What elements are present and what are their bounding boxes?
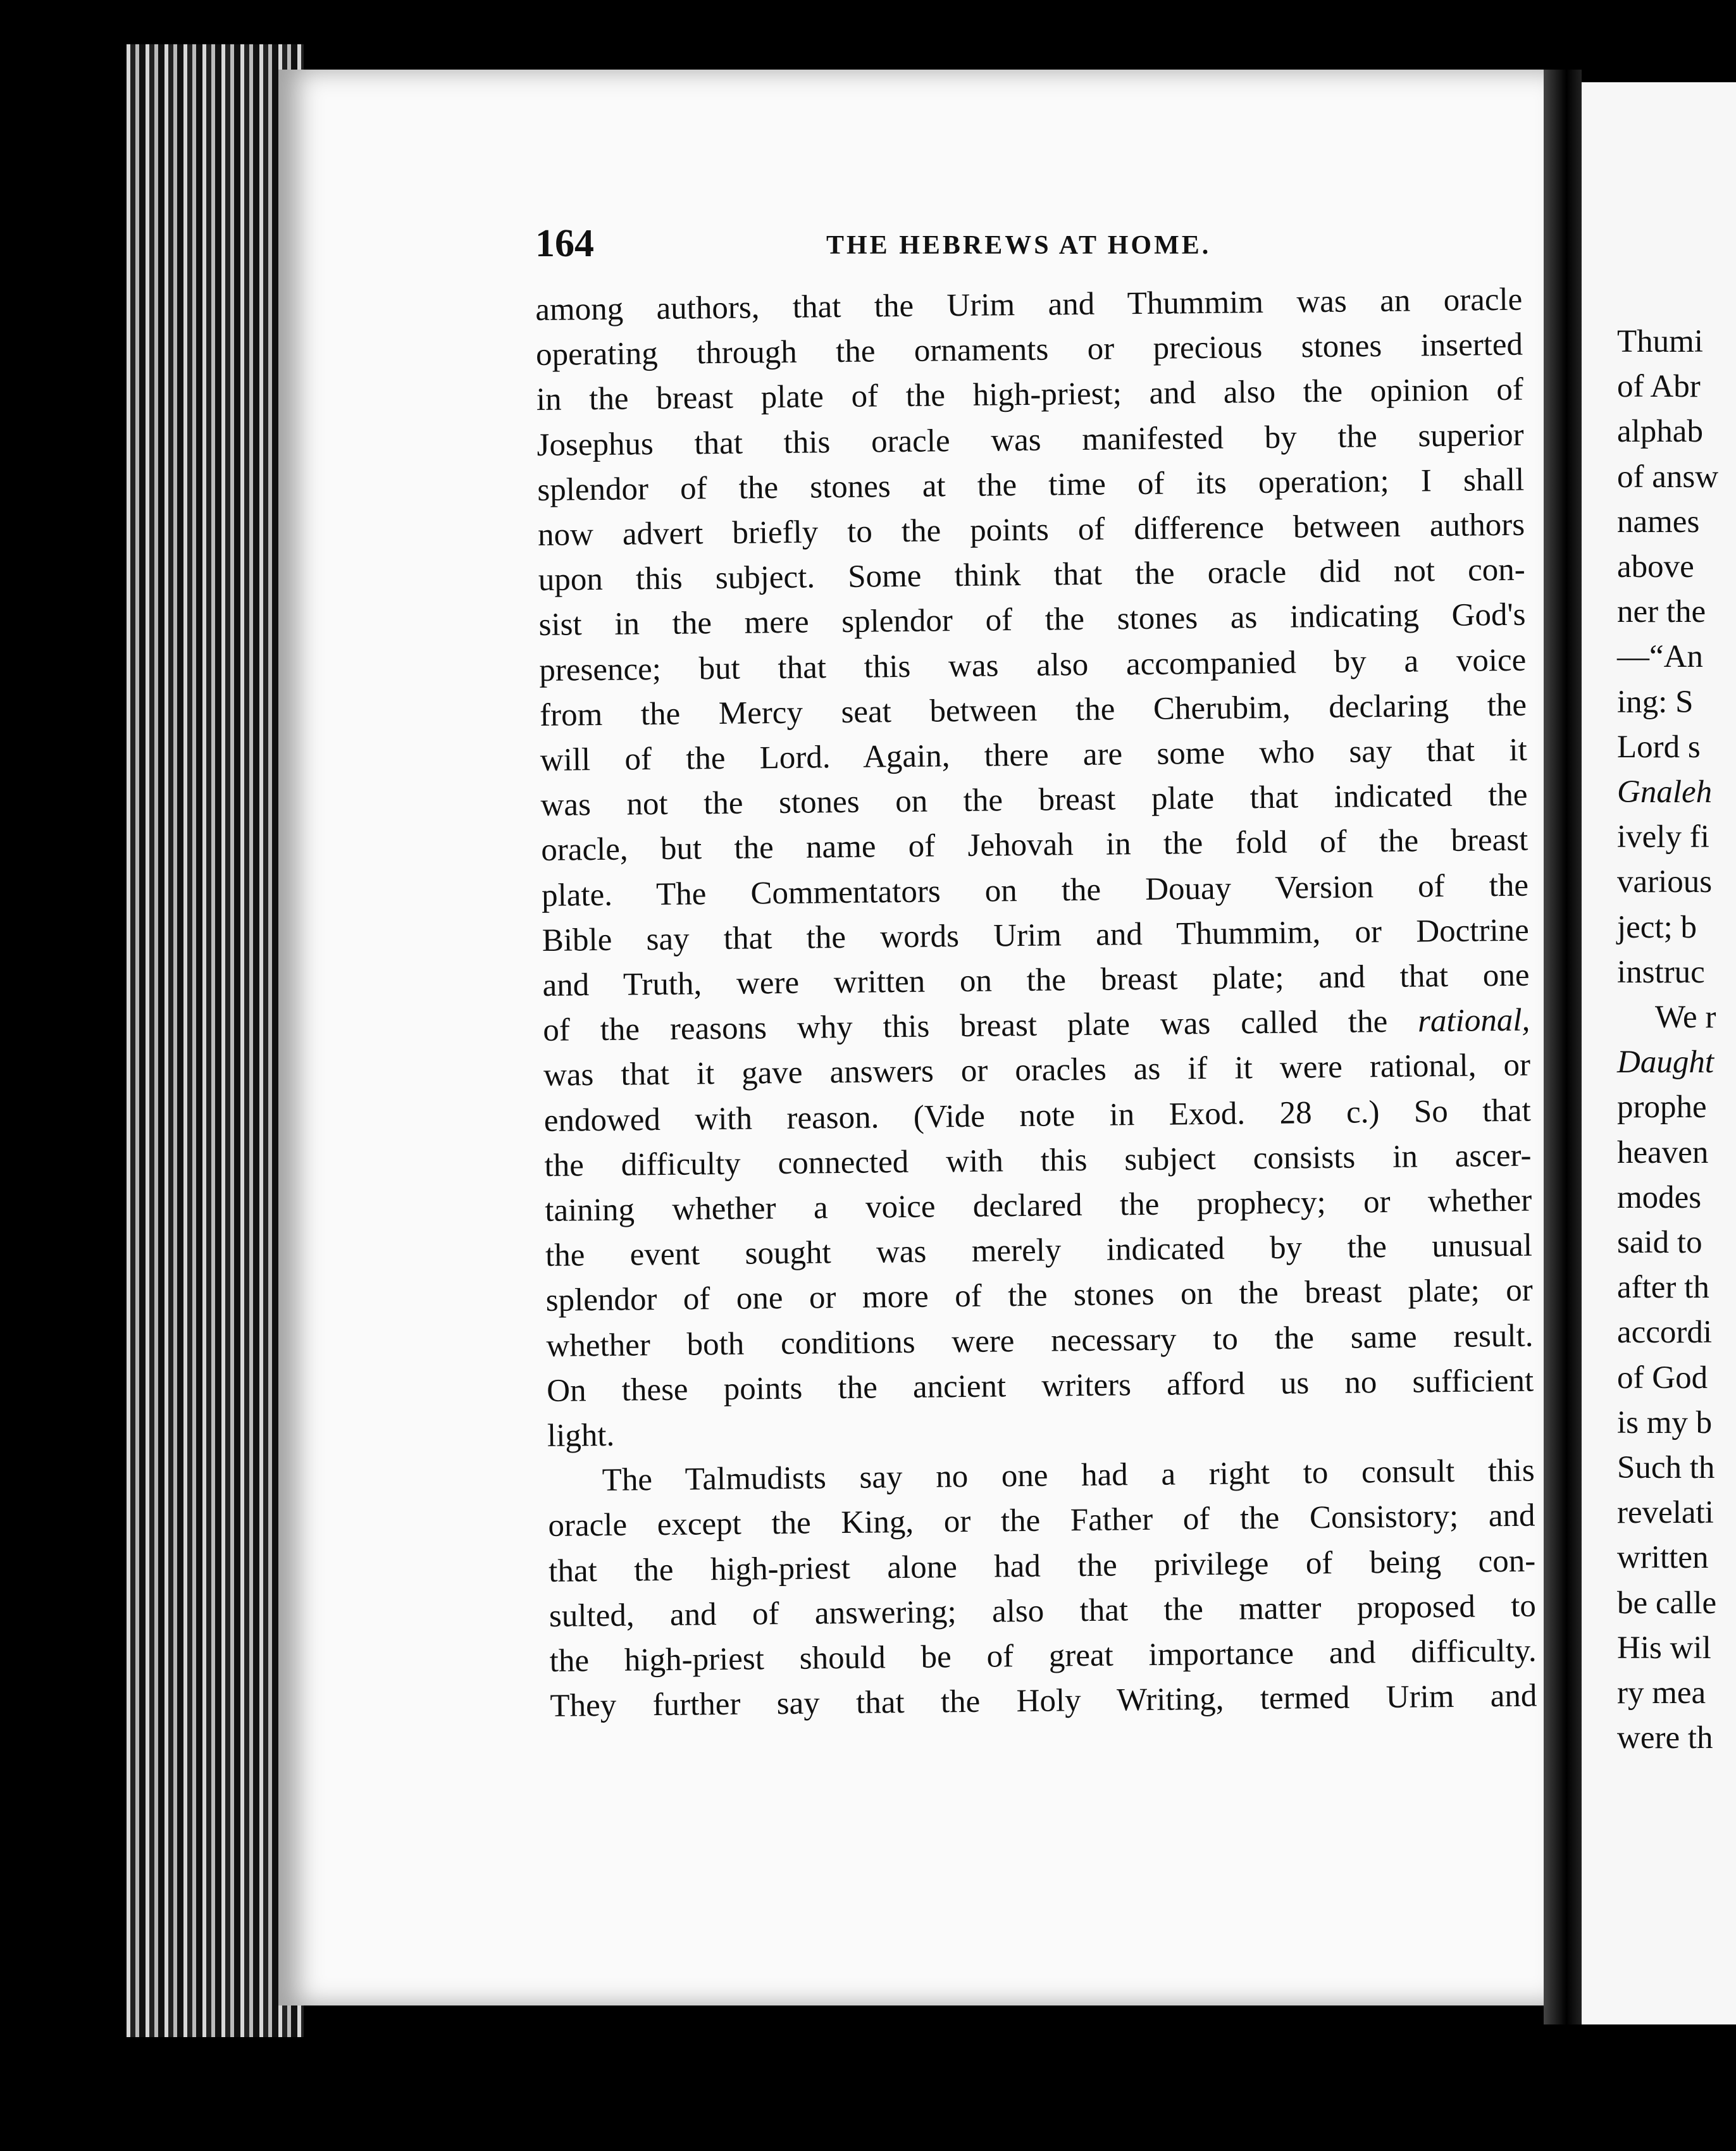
facing-line: ing: S <box>1617 684 1694 720</box>
facing-line: Daught <box>1617 1045 1714 1081</box>
text-line-part: of the reasons why this breast plate was called the <box>543 1003 1418 1049</box>
text-line: the difficulty connected with this subject consists in ascer- <box>544 1137 1532 1184</box>
text-line: the high-priest should be of great importance and difficulty. <box>549 1633 1537 1679</box>
facing-line: after th <box>1617 1270 1709 1306</box>
text-line: Bible say that the words Urim and Thummim, or Doctrine <box>542 912 1530 958</box>
text-line: splendor of one or more of the stones on the breast plate; or <box>545 1273 1533 1319</box>
facing-page-text <box>1617 319 1718 1761</box>
text-line: that the high-priest alone had the privilege of being con- <box>548 1543 1536 1589</box>
facing-line: is my b <box>1617 1404 1713 1441</box>
facing-line: Lord s <box>1617 729 1701 765</box>
facing-line: Thumi <box>1617 324 1703 359</box>
page-edges <box>127 44 304 2037</box>
text-line: The Talmudists say no one had a right to consult this <box>602 1453 1535 1499</box>
text-line: among authors, that the Urim and Thummim was an oracle <box>535 282 1523 328</box>
text-line: On these points the ancient writers afford us no sufficient <box>546 1363 1534 1409</box>
facing-line: ively fi <box>1617 819 1709 855</box>
text-line: and Truth, were written on the breast plate; and that one <box>542 957 1530 1003</box>
text-line: splendor of the stones at the time of its operation; I shall <box>537 462 1525 508</box>
text-line: light. <box>547 1417 615 1454</box>
facing-line: modes <box>1617 1179 1702 1215</box>
text-line: upon this subject. Some think that the oracle did not con- <box>538 552 1526 598</box>
text-line: endowed with reason. (Vide note in Exod. 28 c.) So that <box>543 1093 1531 1139</box>
facing-line: alphab <box>1617 414 1703 450</box>
text-line: will of the Lord. Again, there are some who say that it <box>540 732 1528 778</box>
body-text <box>535 278 1537 1730</box>
text-line: oracle except the King, or the Father of the Consistory; and <box>548 1498 1535 1544</box>
facing-line: heaven <box>1617 1134 1709 1170</box>
facing-line: above <box>1617 549 1694 585</box>
facing-line: instruc <box>1617 954 1705 990</box>
facing-line: said to <box>1617 1225 1702 1261</box>
text-line: sist in the mere splendor of the stones as indicating God's <box>538 597 1526 643</box>
text-line: was not the stones on the breast plate that indicated the <box>540 777 1528 824</box>
facing-line: were th <box>1617 1720 1713 1756</box>
text-line: from the Mercy seat between the Cherubim, declaring the <box>539 687 1527 733</box>
text-line: They further say that the Holy Writing, termed Urim and <box>550 1678 1537 1725</box>
text-line: sulted, and of answering; also that the matter proposed to <box>549 1588 1537 1634</box>
facing-line: various <box>1617 864 1713 900</box>
text-line: taining whether a voice declared the prophecy; or whether <box>544 1182 1532 1229</box>
facing-line: ner the <box>1617 594 1706 630</box>
text-line: plate. The Commentators on the Douay Version of the <box>541 867 1529 914</box>
facing-line: accordi <box>1617 1315 1713 1351</box>
text-line: oracle, but the name of Jehovah in the fold of the breast <box>541 822 1528 869</box>
facing-line: revelati <box>1617 1495 1714 1531</box>
facing-line: We r <box>1655 1000 1716 1036</box>
facing-line: ry mea <box>1617 1675 1706 1711</box>
facing-line: His wil <box>1617 1630 1711 1666</box>
facing-line: names <box>1617 504 1700 540</box>
text-line: operating through the ornaments or precious stones inserted <box>535 326 1523 373</box>
text-line: whether both conditions were necessary to the same result. <box>546 1318 1534 1364</box>
facing-line: of Abr <box>1617 369 1701 405</box>
facing-line: prophe <box>1617 1089 1707 1125</box>
running-title: THE HEBREWS AT HOME. <box>826 231 1212 260</box>
italic-word: rational, <box>1417 1002 1530 1039</box>
facing-line: ject; b <box>1617 909 1697 945</box>
book-gutter <box>1544 70 1582 2024</box>
page-header <box>535 221 1522 278</box>
page-number: 164 <box>535 222 594 265</box>
facing-line: —“An <box>1617 639 1703 675</box>
text-line: presence; but that this was also accompanied by a voice <box>539 642 1527 688</box>
text-line: was that it gave answers or oracles as if it were rational, or <box>543 1048 1531 1094</box>
facing-line: of answ <box>1617 459 1719 495</box>
text-line: the event sought was merely indicated by the unusual <box>545 1227 1533 1274</box>
text-line: now advert briefly to the points of difference between authors <box>537 507 1525 553</box>
facing-line: Gnaleh <box>1617 774 1713 810</box>
text-line: in the breast plate of the high-priest; and also the opinion of <box>536 372 1524 418</box>
facing-line: of God <box>1617 1360 1708 1396</box>
facing-line: Such th <box>1617 1450 1715 1486</box>
facing-line: be calle <box>1617 1585 1717 1621</box>
facing-line: written <box>1617 1540 1709 1576</box>
text-line: Josephus that this oracle was manifested by the superior <box>536 417 1524 463</box>
